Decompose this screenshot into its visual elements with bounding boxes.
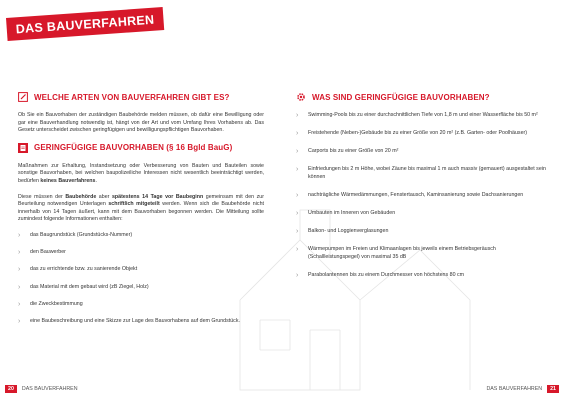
page-number: 20 [5,385,17,393]
chevron-right-icon: › [296,191,299,199]
chevron-right-icon: › [18,317,21,325]
list-item: › die Zweckbestimmung [18,300,83,308]
heading-bauverfahren-arten [18,92,264,102]
footer-right [486,385,564,393]
list-item: › das Material mit dem gebaut wird (zB Ziegel, Holz) [18,283,149,291]
chevron-right-icon: › [18,300,21,308]
footer-label: DAS BAUVERFAHREN [21,386,78,392]
chevron-right-icon: › [18,249,21,257]
chevron-right-icon: › [296,271,299,279]
gear-icon [296,92,306,102]
footer-left [0,385,78,393]
chevron-right-icon: › [296,210,299,218]
document-icon [18,143,28,153]
list-item: › Swimming-Pools bis zu einer durchschnittlichen Tiefe von 1,8 m und einer Wasserfläche bis 50 m² [296,112,538,119]
intro-paragraph: Ob Sie ein Bauvorhaben der zuständigen Baubehörde melden müssen, ob dafür eine Bewilligung oder gar eine Bauverhandlung notwendig ist, hängt von der Art und vom Umfang Ihres Vorhabens ab. Das Gesetz unterscheidet zwischen geringfügigen und bewilligungspflichtigen Bauvorhaben. [18,112,264,134]
minor-projects-list [296,112,546,280]
page-number: 21 [547,385,559,393]
heading-text: WAS SIND GERINGFÜGIGE BAUVORHABEN? [312,92,490,102]
heading-was-sind-geringfuegige [296,92,546,102]
list-item: › das zu errichtende bzw. zu sanierende Objekt [18,266,138,274]
chevron-right-icon: › [296,246,299,254]
paragraph-massnahmen: Maßnahmen zur Erhaltung, Instandsetzung oder Verbesserung von Bauten und Bauteilen sowie sonstige Bauvorhaben, bei welchen baupolizeiliche Interessen nicht wesentlich beeinträchtigt werden, bedürfen keines Bauverfahrens. [18,162,264,184]
chevron-right-icon: › [18,266,21,274]
list-item: › Einfriedungen bis 2 m Höhe, wobei Zäune bis maximal 1 m auch massiv (gemauert) ausgestaltet sein können [296,166,546,180]
list-item: › Umbauten im Inneren von Gebäuden [296,210,396,218]
footer-label: DAS BAUVERFAHREN [486,386,543,392]
list-item: › den Bauwerber [18,249,66,257]
list-item: › Carports bis zu einer Größe von 20 m² [296,148,399,156]
heading-text: WELCHE ARTEN VON BAUVERFAHREN GIBT ES? [34,92,230,102]
heading-geringfuegige-bauvorhaben [18,143,264,153]
heading-text: GERINGFÜGIGE BAUVORHABEN (§ 16 Bgld BauG) [34,143,233,153]
left-page-content [18,92,264,335]
right-page-content [296,92,546,290]
list-item: › nachträgliche Wärmedämmungen, Fenstertausch, Kaminsanierung sowie Dachsanierungen [296,191,524,199]
chevron-right-icon: › [296,166,299,174]
list-item: › eine Baubeschreibung und eine Skizze zur Lage des Bauvorhabens auf dem Grundstück. [18,317,240,325]
chevron-right-icon: › [296,228,299,236]
edit-icon [18,92,28,102]
list-item: › Wärmepumpen im Freien und Klimaanlagen bis jeweils einem Betriebsgeräusch (Schallleistungspegel) von maximal 35 dB [296,246,496,260]
required-info-list [18,232,264,326]
list-item: › Balkon- und Loggienverglasungen [296,228,389,236]
chevron-right-icon: › [296,130,299,138]
chevron-right-icon: › [18,283,21,291]
chevron-right-icon: › [18,231,21,239]
list-item: › das Baugrundstück (Grundstücks-Nummer) [18,231,133,239]
list-item: › Freistehende (Neben-)Gebäude bis zu einer Größe von 20 m² (z.B. Garten- oder Poolhäuser) [296,130,528,138]
chevron-right-icon: › [296,112,299,119]
chevron-right-icon: › [296,148,299,156]
section-banner: DAS BAUVERFAHREN [6,7,164,41]
paragraph-mitteilung: Diese müssen der Baubehörde aber spätestens 14 Tage vor Baubeginn gemeinsam mit den zur Beurteilung notwendigen Unterlagen schriftlich mitgeteilt werden. Wenn sich die Baubehörde nicht innerhalb von 14 Tagen äußert, kann mit dem Bauvorhaben begonnen werden. Die Mitteilung sollte zumindest folgende Informationen enthalten: [18,193,264,223]
list-item: › Parabolantennen bis zu einem Durchmesser von höchstens 80 cm [296,271,465,279]
